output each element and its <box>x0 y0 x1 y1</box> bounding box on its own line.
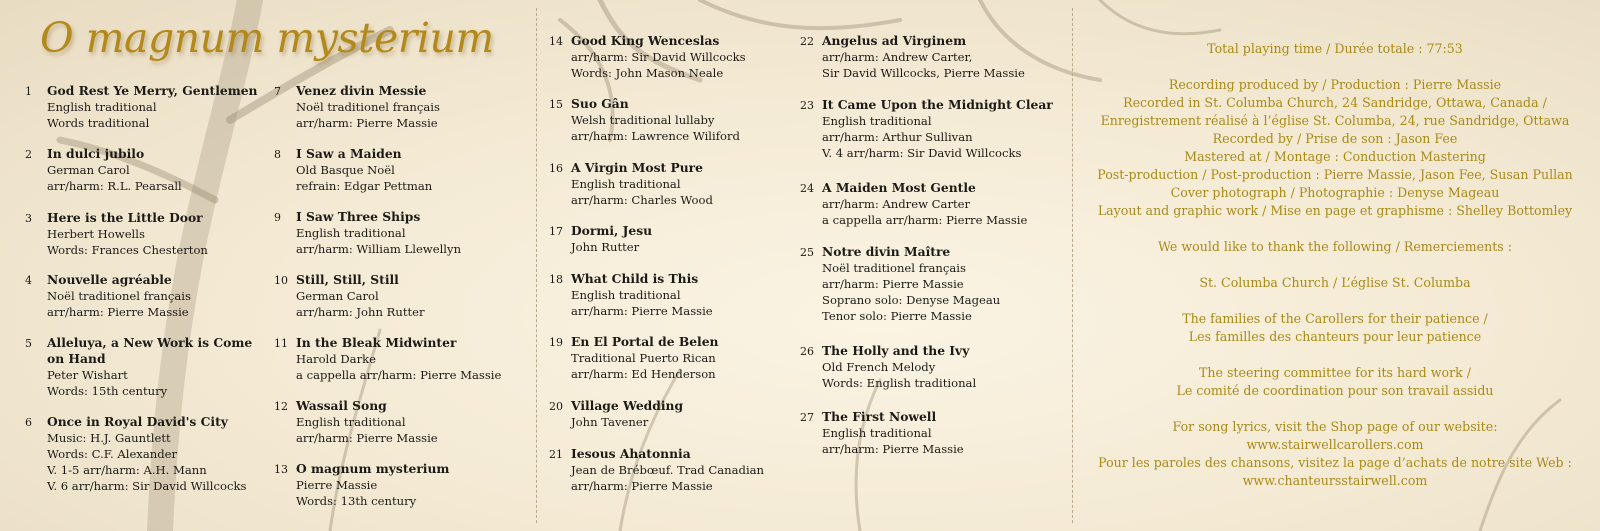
track-credit: Words: English traditional <box>822 376 977 390</box>
track-credit: Words: 15th century <box>47 384 168 398</box>
track-title: I Saw a Maiden <box>296 146 402 161</box>
track-item <box>25 210 208 258</box>
track-credit: arr/harm: R.L. Pearsall <box>47 179 182 193</box>
track-credit: Soprano solo: Denyse Mageau <box>822 293 1001 307</box>
track-title: God Rest Ye Merry, Gentlemen <box>47 83 258 98</box>
track-item <box>549 271 713 319</box>
track-title: Dormi, Jesu <box>571 223 653 238</box>
track-item <box>549 96 740 144</box>
track-credit: arr/harm: Pierre Massie <box>571 479 713 493</box>
credit-line: Recorded by / Prise de son : Jason Fee <box>1212 131 1458 146</box>
track-title: Good King Wenceslas <box>571 33 720 48</box>
track-credit: Tenor solo: Pierre Massie <box>822 309 972 323</box>
track-item <box>800 97 1053 161</box>
track-credit: Old Basque Noël <box>296 163 395 177</box>
track-credit: English traditional <box>571 177 681 191</box>
track-title: O magnum mysterium <box>296 461 450 476</box>
track-credit: John Rutter <box>571 240 640 254</box>
panel-divider-1 <box>536 8 537 523</box>
track-credit: a cappella arr/harm: Pierre Massie <box>822 213 1028 227</box>
track-title: Village Wedding <box>571 398 684 413</box>
track-credit: Words: Frances Chesterton <box>47 243 208 257</box>
website-info: For song lyrics, visit the Shop page of our website: <box>1172 419 1498 434</box>
track-credit: arr/harm: Andrew Carter, <box>822 50 973 64</box>
thanks-committee: Le comité de coordination pour son travail assidu <box>1176 383 1494 398</box>
track-item <box>274 335 502 383</box>
track-title: What Child is This <box>571 271 699 286</box>
track-credit: Music: H.J. Gauntlett <box>47 431 171 445</box>
credit-line: Recorded in St. Columba Church, 24 Sandridge, Ottawa, Canada / <box>1123 95 1547 110</box>
website-link[interactable]: www.chanteursstairwell.com <box>1242 473 1428 488</box>
track-item <box>274 209 462 257</box>
track-title: Venez divin Messie <box>296 83 427 98</box>
track-title: The First Nowell <box>822 409 937 424</box>
track-number: 14 <box>549 35 563 48</box>
track-number: 21 <box>549 448 563 461</box>
track-number: 7 <box>274 85 281 98</box>
track-credit: English traditional <box>822 426 932 440</box>
track-credit: V. 1-5 arr/harm: A.H. Mann <box>47 463 207 477</box>
track-number: 3 <box>25 212 32 225</box>
track-credit: Pierre Massie <box>296 478 378 492</box>
track-credit: arr/harm: Pierre Massie <box>822 442 964 456</box>
track-item <box>25 83 258 131</box>
track-title: Here is the Little Door <box>47 210 203 225</box>
track-number: 1 <box>25 85 32 98</box>
thanks-church: St. Columba Church / L’église St. Columba <box>1199 275 1471 290</box>
credit-line: Layout and graphic work / Mise en page et graphisme : Shelley Bottomley <box>1097 203 1573 218</box>
track-credit: arr/harm: Sir David Willcocks <box>571 50 746 64</box>
track-credit: arr/harm: John Rutter <box>296 305 425 319</box>
track-number: 5 <box>25 337 32 350</box>
track-title: Notre divin Maître <box>822 244 951 259</box>
track-number: 15 <box>549 98 563 111</box>
track-credit: English traditional <box>822 114 932 128</box>
track-credit: English traditional <box>296 226 406 240</box>
track-credit: Words: 13th century <box>296 494 417 508</box>
track-credit: arr/harm: Arthur Sullivan <box>822 130 973 144</box>
website-link[interactable]: www.stairwellcarollers.com <box>1246 437 1424 452</box>
track-number: 26 <box>800 345 814 358</box>
track-credit: English traditional <box>47 100 157 114</box>
track-item <box>25 146 182 194</box>
track-credit: arr/harm: Pierre Massie <box>47 305 189 319</box>
track-item <box>549 446 765 494</box>
track-item <box>274 83 440 131</box>
track-title: Suo Gân <box>571 96 629 111</box>
track-title: In the Bleak Midwinter <box>296 335 457 350</box>
track-number: 4 <box>25 274 32 287</box>
thanks-heading: We would like to thank the following / Remerciements : <box>1157 239 1513 254</box>
track-item <box>274 272 425 320</box>
track-number: 20 <box>549 400 563 413</box>
track-item <box>800 343 977 391</box>
track-credit: Old French Melody <box>822 360 936 374</box>
track-item <box>800 33 1025 81</box>
track-credit: Traditional Puerto Rican <box>571 351 716 365</box>
track-number: 27 <box>800 411 814 424</box>
track-credit: English traditional <box>571 288 681 302</box>
track-credit: arr/harm: Pierre Massie <box>571 304 713 318</box>
track-title: It Came Upon the Midnight Clear <box>822 97 1053 112</box>
track-credit: Harold Darke <box>296 352 376 366</box>
track-credit: Sir David Willcocks, Pierre Massie <box>822 66 1025 80</box>
track-number: 2 <box>25 148 32 161</box>
track-credit: Peter Wishart <box>47 368 128 382</box>
track-item <box>274 398 438 446</box>
track-title: A Maiden Most Gentle <box>822 180 976 195</box>
track-item <box>800 244 1001 324</box>
track-number: 9 <box>274 211 281 224</box>
credit-line: Post-production / Post-production : Pierre Massie, Jason Fee, Susan Pullan <box>1097 167 1573 182</box>
track-item <box>800 409 964 457</box>
track-item <box>25 414 247 494</box>
track-item <box>549 334 719 382</box>
track-title: A Virgin Most Pure <box>571 160 703 175</box>
track-credit: V. 6 arr/harm: Sir David Willcocks <box>47 479 247 493</box>
track-credit: Words: John Mason Neale <box>571 66 724 80</box>
track-number: 13 <box>274 463 288 476</box>
track-number: 25 <box>800 246 814 259</box>
track-item <box>274 461 450 509</box>
track-credit: arr/harm: Charles Wood <box>571 193 713 207</box>
thanks-families: Les familles des chanteurs pour leur patience <box>1188 329 1482 344</box>
track-credit: arr/harm: William Llewellyn <box>296 242 462 256</box>
track-title: En El Portal de Belen <box>571 334 719 349</box>
track-title: Alleluya, a New Work is Come <box>47 335 253 350</box>
credits-block <box>1085 40 1585 490</box>
track-credit: arr/harm: Ed Henderson <box>571 367 716 381</box>
track-credit: arr/harm: Pierre Massie <box>296 431 438 445</box>
track-credit: Noël traditionel français <box>296 100 440 114</box>
track-number: 11 <box>274 337 288 350</box>
track-credit: arr/harm: Andrew Carter <box>822 197 971 211</box>
track-title: Iesous Ahatonnia <box>571 446 691 461</box>
track-credit: Noël traditionel français <box>47 289 191 303</box>
panel-divider-2 <box>1072 8 1073 523</box>
track-number: 16 <box>549 162 563 175</box>
credit-line: Enregistrement réalisé à l’église St. Columba, 24, rue Sandridge, Ottawa <box>1100 113 1570 128</box>
track-number: 24 <box>800 182 814 195</box>
track-item <box>25 272 191 320</box>
credit-line: Cover photograph / Photographie : Denyse Mageau <box>1170 185 1500 200</box>
track-item <box>549 33 746 81</box>
track-number: 22 <box>800 35 814 48</box>
track-credit: John Tavener <box>571 415 649 429</box>
track-credit: German Carol <box>296 289 379 303</box>
track-item <box>25 335 253 399</box>
track-credit: V. 4 arr/harm: Sir David Willcocks <box>822 146 1022 160</box>
track-title: The Holly and the Ivy <box>822 343 970 358</box>
credit-line: Recording produced by / Production : Pierre Massie <box>1168 77 1502 92</box>
track-number: 8 <box>274 148 281 161</box>
track-item <box>549 160 713 208</box>
track-credit: Words traditional <box>47 116 150 130</box>
track-credit: arr/harm: Lawrence Wiliford <box>571 129 740 143</box>
track-title: Wassail Song <box>296 398 387 413</box>
track-credit: a cappella arr/harm: Pierre Massie <box>296 368 502 382</box>
track-credit: Jean de Brébœuf. Trad Canadian <box>571 463 765 477</box>
track-credit: refrain: Edgar Pettman <box>296 179 433 193</box>
website-info: Pour les paroles des chansons, visitez la page d’achats de notre site Web : <box>1098 455 1572 470</box>
track-number: 18 <box>549 273 563 286</box>
track-number: 23 <box>800 99 814 112</box>
track-title: I Saw Three Ships <box>296 209 421 224</box>
track-credit: English traditional <box>296 415 406 429</box>
track-title: Once in Royal David's City <box>47 414 228 429</box>
track-title-continued: on Hand <box>47 351 106 366</box>
track-title: Still, Still, Still <box>296 272 399 287</box>
track-item <box>549 223 653 255</box>
track-credit: Noël traditionel français <box>822 261 966 275</box>
track-number: 12 <box>274 400 288 413</box>
track-credit: Herbert Howells <box>47 227 145 241</box>
track-number: 10 <box>274 274 288 287</box>
credit-line: Mastered at / Montage : Conduction Mastering <box>1184 149 1486 164</box>
thanks-families: The families of the Carollers for their patience / <box>1182 311 1488 326</box>
track-number: 6 <box>25 416 32 429</box>
track-item <box>274 146 433 194</box>
track-credit: German Carol <box>47 163 130 177</box>
track-credit: Welsh traditional lullaby <box>571 113 715 127</box>
track-title: In dulci jubilo <box>47 146 145 161</box>
track-credit: Words: C.F. Alexander <box>47 447 178 461</box>
album-title: O magnum mysterium <box>40 14 494 62</box>
playing-time: Total playing time / Durée totale : 77:53 <box>1207 41 1463 56</box>
track-title: Angelus ad Virginem <box>822 33 967 48</box>
track-number: 19 <box>549 336 563 349</box>
track-credit: arr/harm: Pierre Massie <box>822 277 964 291</box>
track-item <box>800 180 1028 228</box>
track-credit: arr/harm: Pierre Massie <box>296 116 438 130</box>
track-number: 17 <box>549 225 563 238</box>
thanks-committee: The steering committee for its hard work / <box>1199 365 1471 380</box>
track-item <box>549 398 684 430</box>
track-title: Nouvelle agréable <box>47 272 172 287</box>
